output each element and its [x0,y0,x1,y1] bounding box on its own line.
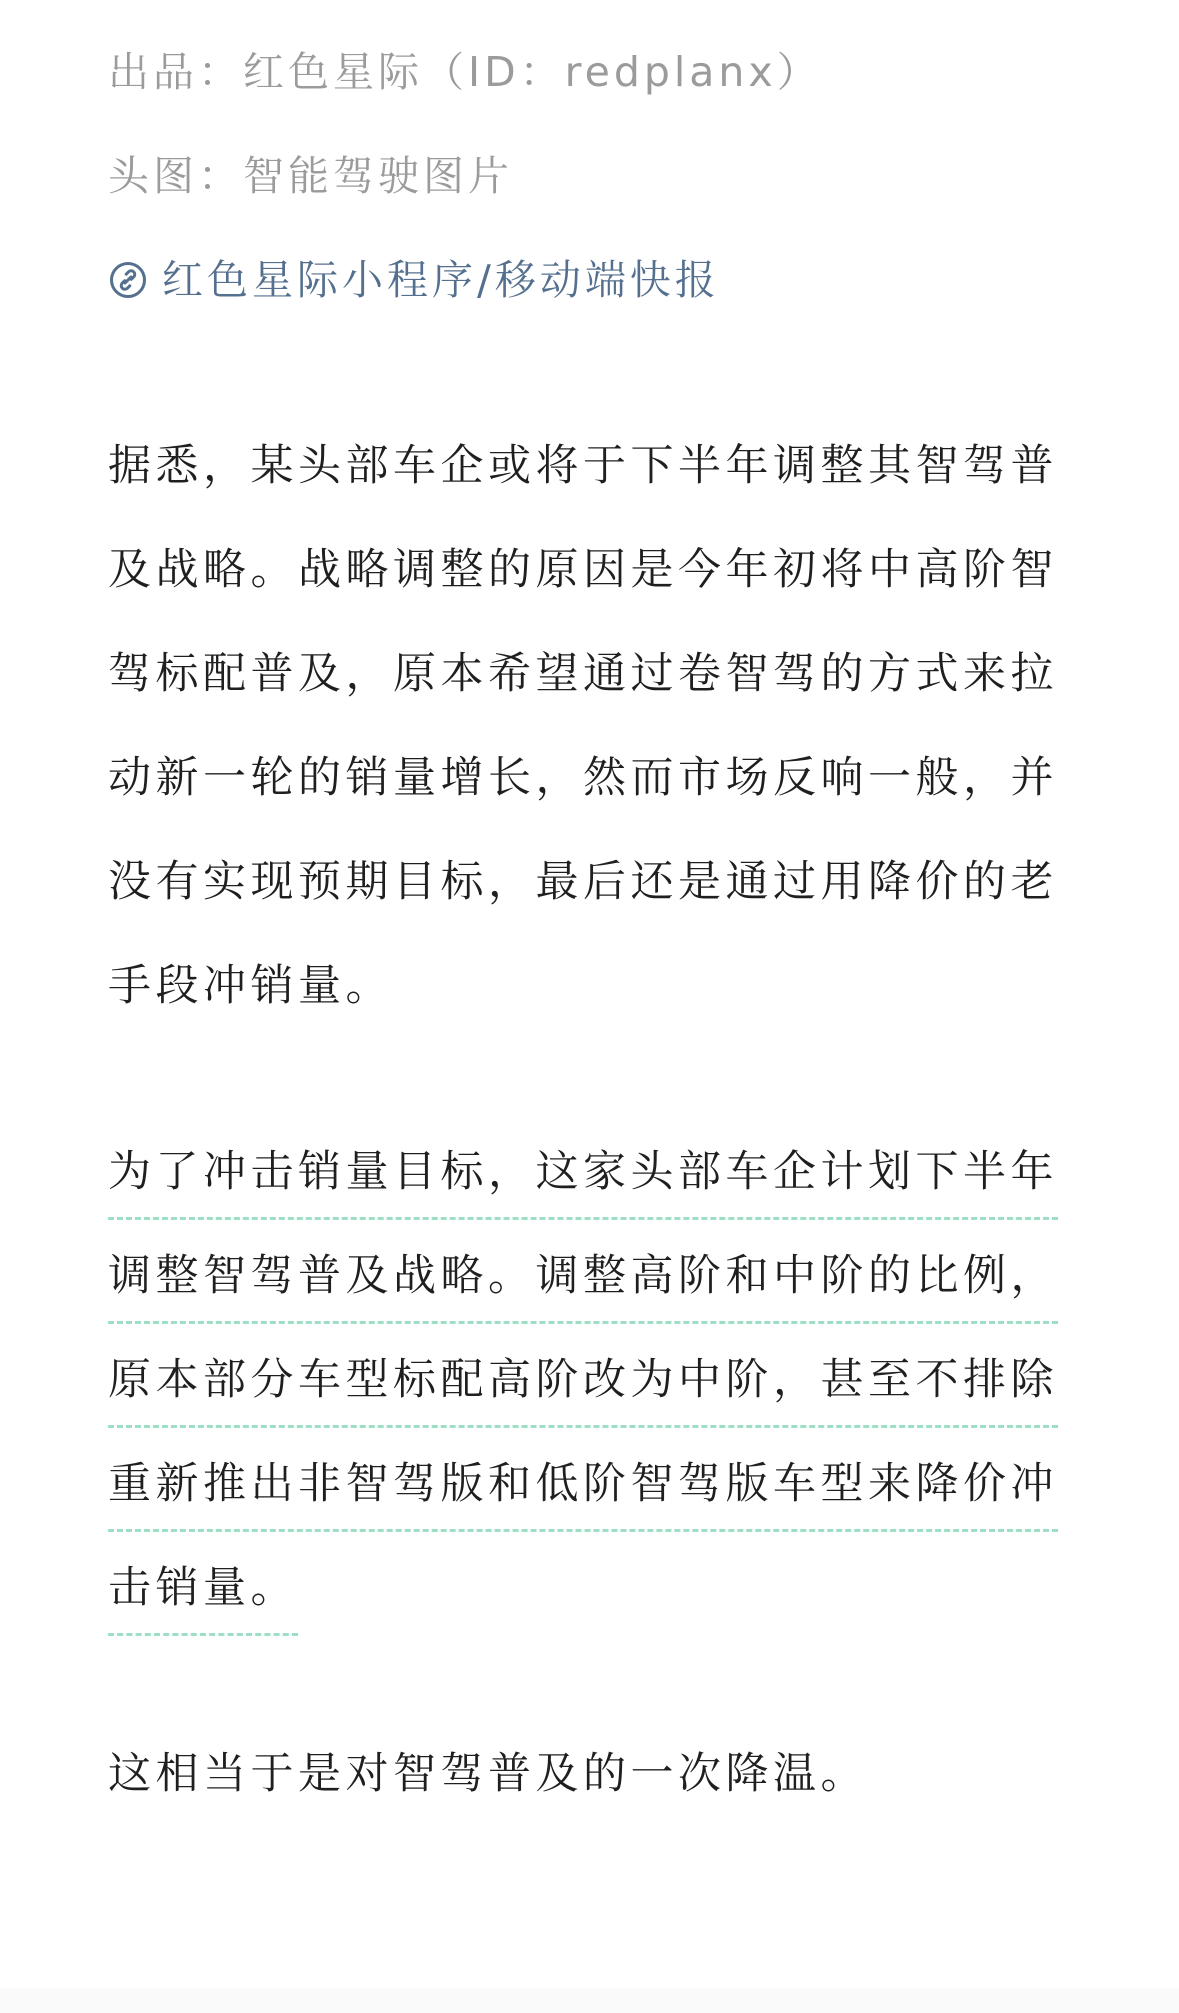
source-credit: 出品：红色星际（ID：redplanx） [108,48,822,96]
paragraph-line: 这相当于是对智驾普及的一次降温。 [108,1749,868,1799]
paragraph-line: 没有实现预期目标，最后还是通过用降价的老 [108,857,1058,907]
highlighted-line[interactable]: 重新推出非智驾版和低阶智驾版车型来降价冲 [108,1449,1058,1532]
paragraph-line: 动新一轮的销量增长，然而市场反响一般，并 [108,753,1058,803]
paragraph-line: 驾标配普及，原本希望通过卷智驾的方式来拉 [108,649,1058,699]
paragraph-3 [108,1722,1068,1826]
mini-program-link[interactable] [108,228,1068,332]
paragraph-line: 手段冲销量。 [108,961,393,1011]
paragraph-line: 据悉，某头部车企或将于下半年调整其智驾普 [108,441,1058,491]
link-icon [108,260,148,300]
highlighted-line[interactable]: 原本部分车型标配高阶改为中阶，甚至不排除 [108,1345,1058,1428]
mini-program-link-label: 红色星际小程序/移动端快报 [162,256,720,304]
header-image-credit: 头图：智能驾驶图片 [108,152,513,200]
highlighted-line[interactable]: 调整智驾普及战略。调整高阶和中阶的比例， [108,1241,1058,1324]
article-body [108,0,1068,1826]
paragraph-2-highlighted[interactable] [108,1120,1068,1640]
paragraph-1 [108,414,1068,1038]
highlighted-line[interactable]: 为了冲击销量目标，这家头部车企计划下半年 [108,1137,1058,1220]
paragraph-line: 及战略。战略调整的原因是今年初将中高阶智 [108,545,1058,595]
bottom-divider [0,1988,1179,2013]
highlighted-line[interactable]: 击销量。 [108,1553,298,1636]
